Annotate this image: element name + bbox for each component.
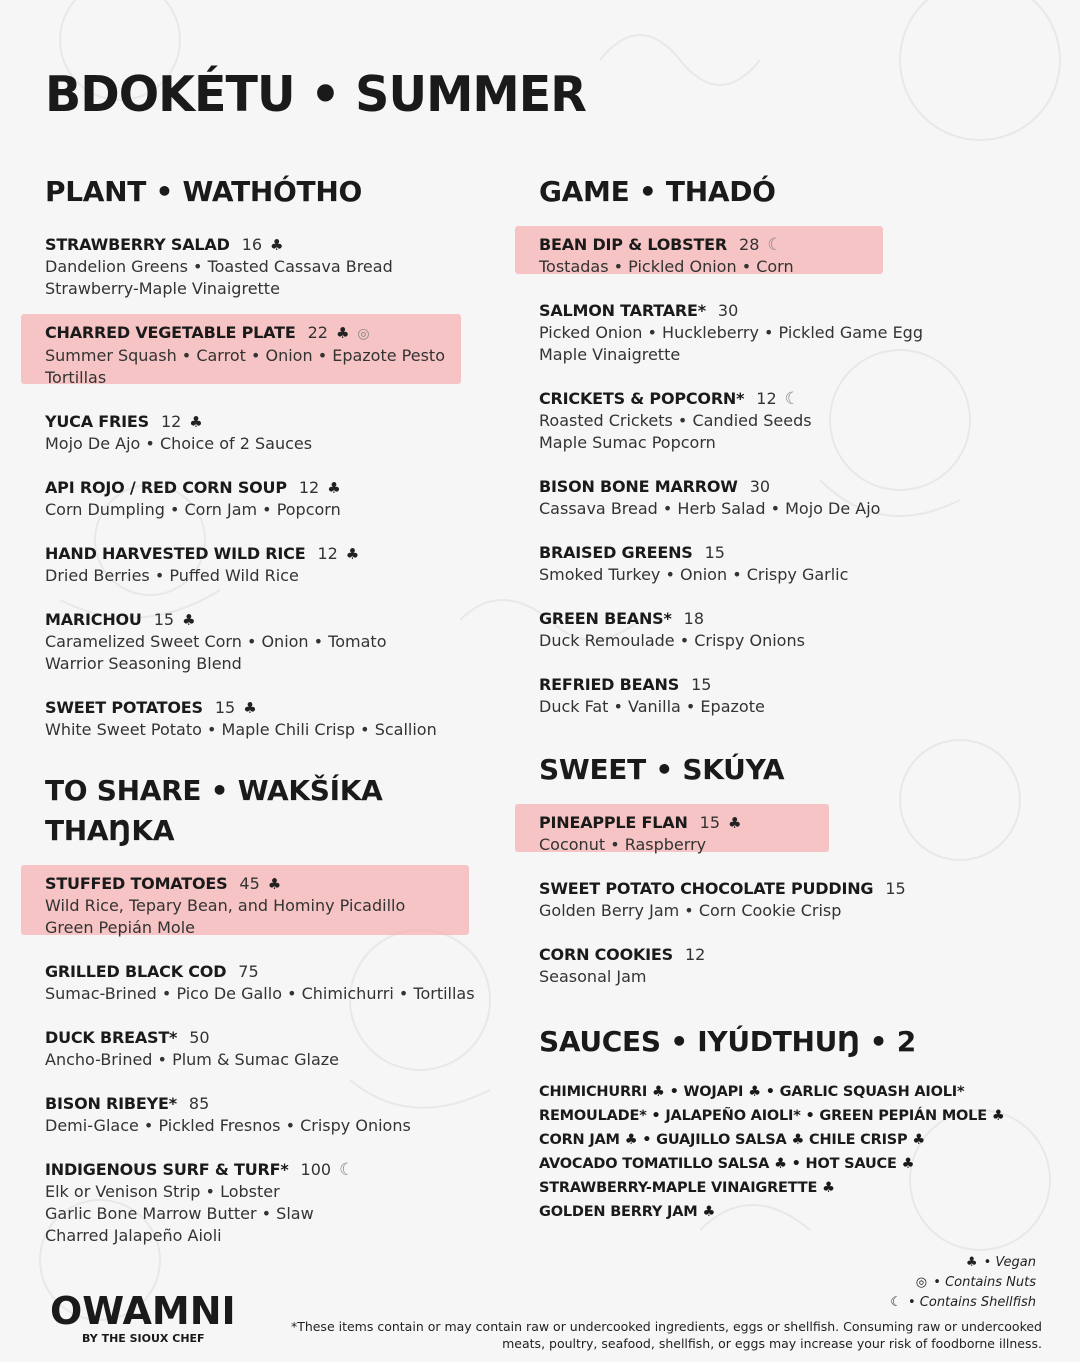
- menu-item-name: CORN COOKIES: [539, 945, 673, 964]
- menu-item-name: CRICKETS & POPCORN*: [539, 389, 745, 408]
- menu-item-description: White Sweet Potato • Maple Chili Crisp • Scallion: [45, 720, 437, 739]
- menu-item-description: Warrior Seasoning Blend: [45, 654, 242, 673]
- menu-item-price: 12: [298, 478, 320, 497]
- menu-item-price: 15: [691, 675, 712, 694]
- menu-item-name: HAND HARVESTED WILD RICE: [45, 544, 306, 563]
- menu-item-name: BRAISED GREENS: [539, 543, 693, 562]
- right-column: [539, 172, 1019, 1224]
- vegan-icon: ♣: [189, 413, 203, 431]
- vegan-icon: ♣: [243, 699, 257, 717]
- menu-item-header: [45, 477, 525, 499]
- logo-wordmark: OWAMNI: [50, 1289, 236, 1333]
- menu-item-name: REFRIED BEANS: [539, 675, 680, 694]
- menu-item-description: Smoked Turkey • Onion • Crispy Garlic: [539, 565, 849, 584]
- sauce-line: CORN JAM ♣ • GUAJILLO SALSA ♣ CHILE CRISP ♣: [539, 1132, 926, 1148]
- menu-item-description: Mojo De Ajo • Choice of 2 Sauces: [45, 434, 313, 453]
- menu-item-name: CHARRED VEGETABLE PLATE: [45, 323, 296, 342]
- menu-item-description: Green Pepián Mole: [45, 918, 195, 937]
- vegan-icon: ♣: [267, 875, 282, 893]
- menu-item-header: [45, 697, 525, 719]
- menu-item-name: GRILLED BLACK COD: [45, 962, 227, 981]
- menu-item: [539, 878, 1019, 922]
- menu-item: [539, 300, 1019, 366]
- menu-item-description: Maple Vinaigrette: [539, 345, 681, 364]
- menu-item-name: BISON BONE MARROW: [539, 477, 738, 496]
- menu-item-description: Seasonal Jam: [539, 967, 647, 986]
- menu-item-description: Tortillas: [45, 368, 107, 387]
- menu-item-header: [539, 542, 1019, 564]
- menu-item: [539, 388, 1019, 454]
- vegan-icon: ♣: [327, 479, 341, 497]
- vegan-icon: ♣: [335, 324, 350, 342]
- section-title-sweet: SWEET • SKÚYA: [539, 753, 785, 786]
- menu-item-price: 28: [739, 235, 760, 254]
- menu-item-header: [539, 608, 1019, 630]
- disclaimer-line: meats, poultry, seafood, shellfish, or eggs may increase your risk of foodborne illness.: [502, 1336, 1042, 1351]
- menu-item-name: GREEN BEANS*: [539, 609, 672, 628]
- menu-item: [45, 961, 525, 1005]
- menu-item-name: BISON RIBEYE*: [45, 1094, 177, 1113]
- sauce-line: STRAWBERRY-MAPLE VINAIGRETTE ♣: [539, 1180, 835, 1196]
- plant-items: [45, 234, 525, 741]
- menu-item-name: SALMON TARTARE*: [539, 301, 706, 320]
- menu-item-header: [45, 1027, 525, 1049]
- menu-item-price: 15: [153, 610, 175, 629]
- menu-item: [45, 873, 525, 939]
- legend-shellfish: [890, 1293, 1036, 1313]
- menu-item-name: SWEET POTATO CHOCOLATE PUDDING: [539, 879, 874, 898]
- menu-item-name: STUFFED TOMATOES: [45, 874, 228, 893]
- menu-item-description: Tostadas • Pickled Onion • Corn: [539, 257, 794, 276]
- left-column: [45, 172, 525, 1247]
- menu-item-name: SWEET POTATOES: [45, 698, 203, 717]
- menu-item-description: Golden Berry Jam • Corn Cookie Crisp: [539, 901, 842, 920]
- menu-item-description: Dandelion Greens • Toasted Cassava Bread: [45, 257, 393, 276]
- menu-item-price: 15: [704, 543, 725, 562]
- menu-item-description: Garlic Bone Marrow Butter • Slaw: [45, 1204, 314, 1223]
- sauce-line: CHIMICHURRI ♣ • WOJAPI ♣ • GARLIC SQUASH AIOLI*: [539, 1084, 965, 1100]
- section-title-plant: PLANT • WATHÓTHO: [45, 175, 362, 208]
- menu-item-price: 30: [749, 477, 771, 496]
- menu-item-header: [539, 812, 1019, 834]
- menu-item-header: [45, 961, 525, 983]
- menu-item-header: [539, 878, 1019, 900]
- disclaimer: [282, 1318, 1042, 1352]
- menu-item-header: [45, 873, 525, 895]
- owamni-logo: [50, 1289, 236, 1345]
- menu-item-name: API ROJO / RED CORN SOUP: [45, 478, 287, 497]
- menu-item: [45, 1027, 525, 1071]
- share-items: [45, 873, 525, 1247]
- menu-item-header: [539, 300, 1019, 322]
- menu-item-price: 12: [317, 544, 338, 563]
- menu-item: [45, 1159, 525, 1247]
- menu-item-description: Maple Sumac Popcorn: [539, 433, 716, 452]
- legend-nuts-label: • Contains Nuts: [933, 1275, 1036, 1290]
- menu-item: [45, 234, 525, 300]
- menu-item-price: 15: [699, 813, 720, 832]
- shellfish-icon: ☾: [767, 235, 783, 255]
- menu-item-description: Wild Rice, Tepary Bean, and Hominy Picadillo: [45, 896, 406, 915]
- legend: [890, 1253, 1036, 1313]
- logo-tagline: BY THE SIOUX CHEF: [82, 1332, 205, 1345]
- menu-item-price: 18: [683, 609, 705, 628]
- nuts-icon: ◎: [915, 1275, 928, 1290]
- menu-item-description: Roasted Crickets • Candied Seeds: [539, 411, 812, 430]
- menu-item-header: [539, 944, 1019, 966]
- menu-item: [539, 234, 1019, 278]
- menu-item: [45, 543, 525, 587]
- menu-item: [45, 609, 525, 675]
- menu-item: [539, 542, 1019, 586]
- menu-item-description: Demi-Glace • Pickled Fresnos • Crispy Onions: [45, 1116, 411, 1135]
- menu-item-price: 12: [756, 389, 777, 408]
- menu-title: BDOKÉTU • SUMMER: [45, 66, 586, 123]
- disclaimer-line: *These items contain or may contain raw or undercooked ingredients, eggs or shellfish. Consuming raw or undercooked: [290, 1319, 1042, 1334]
- menu-item-price: 12: [160, 412, 182, 431]
- menu-item-price: 50: [189, 1028, 210, 1047]
- menu-item-name: INDIGENOUS SURF & TURF*: [45, 1160, 289, 1179]
- menu-item-price: 15: [214, 698, 236, 717]
- menu-item-name: BEAN DIP & LOBSTER: [539, 235, 728, 254]
- menu-item-price: 30: [717, 301, 739, 320]
- share-section-header: [45, 771, 525, 851]
- menu-item-description: Charred Jalapeño Aioli: [45, 1226, 222, 1245]
- menu-item-price: 22: [307, 323, 328, 342]
- menu-item-description: Ancho-Brined • Plum & Sumac Glaze: [45, 1050, 339, 1069]
- sauce-line: GOLDEN BERRY JAM ♣: [539, 1204, 716, 1220]
- menu-item: [45, 322, 525, 389]
- menu-item-name: MARICHOU: [45, 610, 142, 629]
- menu-item-header: [45, 1159, 525, 1181]
- menu-item-price: 75: [238, 962, 259, 981]
- menu-item-price: 16: [241, 235, 263, 254]
- menu-item-header: [45, 543, 525, 565]
- vegan-icon: ♣: [728, 814, 742, 832]
- menu-item-header: [45, 1093, 525, 1115]
- sauce-line: REMOULADE* • JALAPEÑO AIOLI* • GREEN PEPIÁN MOLE ♣: [539, 1108, 1005, 1124]
- legend-shellfish-label: • Contains Shellfish: [907, 1295, 1036, 1310]
- menu-item-description: Cassava Bread • Herb Salad • Mojo De Ajo: [539, 499, 881, 518]
- menu-item-price: 15: [885, 879, 906, 898]
- menu-item: [539, 944, 1019, 988]
- shellfish-icon: ☾: [890, 1295, 902, 1310]
- section-title-game: GAME • THADÓ: [539, 175, 776, 208]
- menu-item-description: Elk or Venison Strip • Lobster: [45, 1182, 280, 1201]
- legend-nuts: [890, 1273, 1036, 1293]
- menu-item: [539, 476, 1019, 520]
- menu-item-description: Corn Dumpling • Corn Jam • Popcorn: [45, 500, 341, 519]
- menu-item: [539, 608, 1019, 652]
- legend-vegan-label: • Vegan: [983, 1255, 1036, 1270]
- menu-item: [539, 674, 1019, 718]
- menu-item-description: Duck Remoulade • Crispy Onions: [539, 631, 805, 650]
- menu-item-description: Duck Fat • Vanilla • Epazote: [539, 697, 765, 716]
- menu-item-description: Sumac-Brined • Pico De Gallo • Chimichurri • Tortillas: [45, 984, 475, 1003]
- menu-item-description: Strawberry-Maple Vinaigrette: [45, 279, 280, 298]
- menu-item-description: Dried Berries • Puffed Wild Rice: [45, 566, 299, 585]
- legend-vegan: [890, 1253, 1036, 1273]
- menu-item-header: [539, 388, 1019, 410]
- menu-item-name: YUCA FRIES: [45, 412, 149, 431]
- sweet-items: [539, 812, 1019, 988]
- menu-item-header: [539, 234, 1019, 256]
- menu-item-header: [45, 234, 525, 256]
- menu-item: [45, 1093, 525, 1137]
- menu-item-name: STRAWBERRY SALAD: [45, 235, 230, 254]
- menu-item-price: 12: [684, 945, 706, 964]
- vegan-icon: ♣: [965, 1255, 978, 1270]
- shellfish-icon: ☾: [784, 389, 800, 409]
- menu-item-description: Coconut • Raspberry: [539, 835, 707, 854]
- menu-item: [45, 477, 525, 521]
- menu-item-price: 100: [300, 1160, 332, 1179]
- section-title-share-line2: THAŊKA: [45, 814, 175, 847]
- menu-item-header: [45, 609, 525, 631]
- menu-item-header: [45, 411, 525, 433]
- menu-item: [539, 812, 1019, 856]
- shellfish-icon: ☾: [339, 1160, 355, 1180]
- menu-item-description: Caramelized Sweet Corn • Onion • Tomato: [45, 632, 387, 651]
- menu-item-header: [45, 322, 525, 345]
- vegan-icon: ♣: [345, 545, 360, 563]
- menu-item-name: PINEAPPLE FLAN: [539, 813, 688, 832]
- game-items: [539, 234, 1019, 718]
- nuts-icon: ◎: [357, 326, 370, 342]
- menu-item-name: DUCK BREAST*: [45, 1028, 178, 1047]
- menu-item-description: Summer Squash • Carrot • Onion • Epazote Pesto: [45, 346, 445, 365]
- section-title-share: TO SHARE • WAKŠÍKA: [45, 774, 383, 807]
- vegan-icon: ♣: [182, 611, 196, 629]
- vegan-icon: ♣: [270, 236, 284, 254]
- menu-item-price: 85: [188, 1094, 210, 1113]
- menu-item-price: 45: [239, 874, 260, 893]
- section-title-sauces: SAUCES • IYÚDTHUŊ • 2: [539, 1025, 916, 1058]
- menu-item-header: [539, 476, 1019, 498]
- menu-item: [45, 411, 525, 455]
- sauce-list: [539, 1080, 1019, 1224]
- menu-item-description: Picked Onion • Huckleberry • Pickled Game Egg: [539, 323, 923, 342]
- menu-item: [45, 697, 525, 741]
- menu-item-header: [539, 674, 1019, 696]
- sauce-line: AVOCADO TOMATILLO SALSA ♣ • HOT SAUCE ♣: [539, 1156, 915, 1172]
